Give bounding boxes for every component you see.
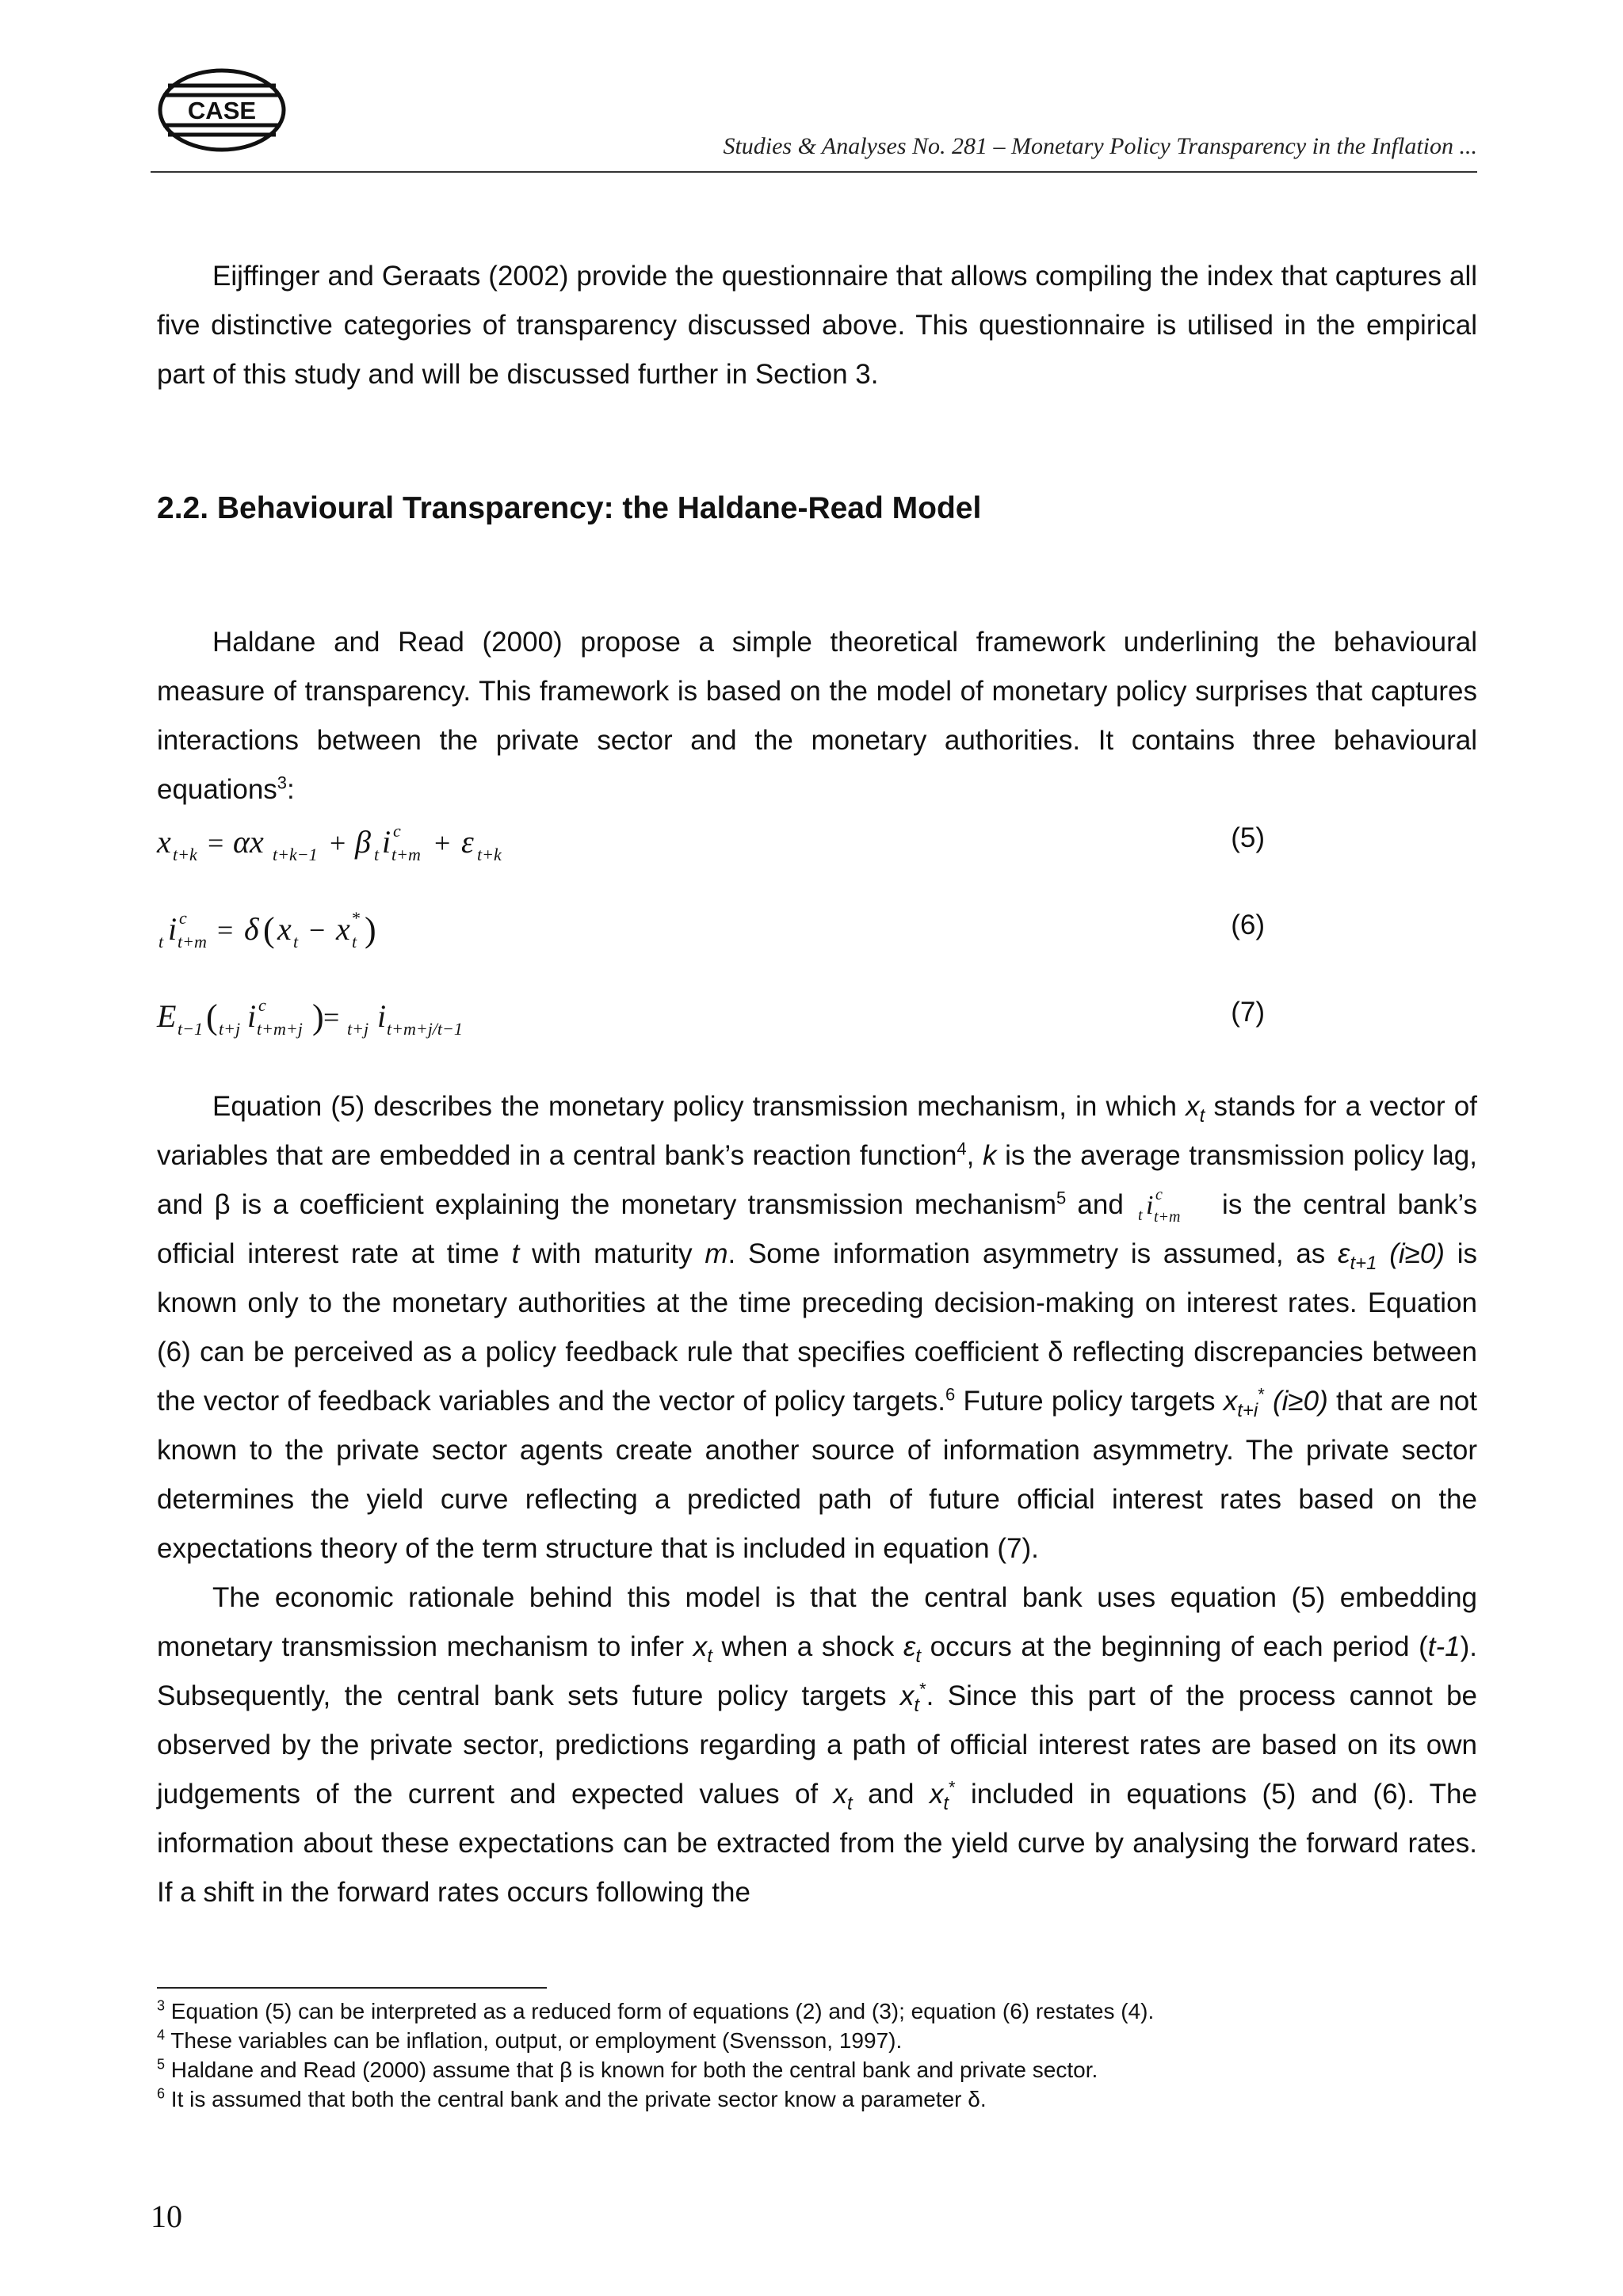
svg-text:=: = — [208, 827, 224, 859]
equation-5 — [157, 816, 1265, 871]
equation-number: (6) — [1231, 910, 1265, 940]
header-divider — [151, 171, 1477, 173]
section-heading: 2.2. Behavioural Transparency: the Haldane-Read Model — [157, 491, 982, 525]
equation-5-formula — [157, 816, 601, 871]
svg-text:*: * — [352, 908, 361, 928]
paragraph-text: : — [287, 774, 295, 805]
svg-text:+: + — [330, 827, 346, 859]
body-text-equations — [157, 1082, 1477, 1917]
svg-text:t+j: t+j — [347, 1019, 369, 1039]
svg-text:−: − — [309, 914, 326, 946]
svg-text:t+m: t+m — [391, 845, 421, 864]
svg-text:): ) — [365, 910, 376, 949]
footnote-divider — [157, 1987, 547, 1989]
equation-6 — [157, 903, 1265, 959]
footnote: $^6$ It is assumed that both the central bank and the private sector know a parameter δ. — [157, 2085, 987, 2111]
svg-text:=: = — [323, 1001, 340, 1033]
svg-text:δ: δ — [244, 911, 259, 947]
page-number: 10 — [151, 2199, 182, 2234]
footnote: $^3$ Equation (5) can be interpreted as a reduced form of equations (2) and (3); equation (6) restates (4). — [157, 1997, 1155, 2023]
paragraph-haldane-read — [157, 618, 1477, 814]
svg-text:(: ( — [206, 997, 218, 1036]
equation-6-formula — [157, 903, 601, 959]
svg-text:i: i — [382, 824, 391, 860]
svg-text:x: x — [336, 911, 350, 947]
svg-text:=: = — [217, 914, 234, 946]
svg-text:c: c — [393, 821, 401, 841]
svg-text:t: t — [293, 932, 299, 952]
svg-text:i: i — [247, 998, 257, 1034]
svg-text:t+k−1: t+k−1 — [273, 845, 318, 864]
svg-text:E: E — [157, 998, 177, 1034]
logo-text: CASE — [187, 97, 257, 124]
footnote: $^4$ These variables can be inflation, output, or employment (Svensson, 1997). — [157, 2027, 903, 2053]
svg-text:t−1: t−1 — [178, 1019, 203, 1039]
paragraph-intro — [157, 252, 1477, 399]
equation-number: (5) — [1231, 822, 1265, 853]
svg-text:t: t — [1137, 1206, 1143, 1224]
svg-text:i: i — [377, 998, 387, 1034]
footnotes — [157, 1997, 1477, 2114]
svg-text:c: c — [1155, 1186, 1163, 1203]
svg-text:αx: αx — [233, 824, 264, 860]
footnote-ref: 3 — [277, 772, 288, 793]
svg-text:(: ( — [263, 910, 275, 949]
svg-text:x: x — [277, 911, 292, 947]
footnote: $^5$ Haldane and Read (2000) assume that β is known for both the central bank and private sector. — [157, 2056, 1098, 2082]
svg-text:t+m: t+m — [1153, 1207, 1181, 1226]
svg-text:ε: ε — [461, 824, 474, 860]
svg-text:c: c — [179, 908, 187, 928]
equation-7-formula — [157, 990, 601, 1046]
svg-text:β: β — [355, 824, 371, 860]
svg-text:t+k: t+k — [173, 845, 197, 864]
svg-text:x: x — [157, 824, 171, 860]
svg-text:t+j: t+j — [219, 1019, 241, 1039]
svg-text:i: i — [1145, 1190, 1154, 1220]
case-logo — [157, 67, 287, 154]
footnote-ref: 4 — [957, 1138, 967, 1159]
svg-text:): ) — [312, 997, 324, 1036]
equation-7 — [157, 990, 1265, 1046]
svg-text:+: + — [434, 827, 451, 859]
svg-text:t: t — [374, 845, 380, 864]
svg-text:t: t — [352, 932, 357, 952]
footnote-ref: 5 — [1056, 1188, 1067, 1208]
footnote-ref: 6 — [945, 1384, 956, 1405]
paragraph-text: Eijffinger and Geraats (2002) provide the questionnaire that allows compiling the index that captures all five distinctive categories of transparency discussed above. This questionnaire is utilised in the empirical part of this study and will be discussed further in Section 3. — [157, 261, 1477, 390]
equation-number: (7) — [1231, 997, 1265, 1028]
svg-text:t+m+j/t−1: t+m+j/t−1 — [387, 1019, 463, 1039]
running-header-title: Studies & Analyses No. 281 – Monetary Policy Transparency in the Inflation ... — [723, 133, 1477, 159]
svg-text:t+k: t+k — [477, 845, 502, 864]
inline-interest-rate-symbol — [1135, 1187, 1211, 1226]
svg-text:i: i — [168, 911, 178, 947]
paragraph-economic-rationale: The economic rationale behind this model is that the central bank uses equation (5) embedding monetary transmission mechanism to infer $x_t$ when a shock $\varepsilon_t$ occurs at the beginning of each period (t-1). Subsequently, the central bank sets future policy targets $x_t^*$. Since this part of the process cannot be observed by the private sector, predictions regarding a path of official interest rates are based on its own judgements of the current and expected values of $x_t$ and $x_t^*$ included in equations (5) and (6). The information about these expectations can be extracted from the yield curve by analysing the forward rates. If a shift in the forward rates occurs following the — [157, 1582, 1477, 1908]
svg-text:c: c — [258, 995, 266, 1015]
svg-text:t+m: t+m — [178, 932, 207, 952]
paragraph-text: Haldane and Read (2000) propose a simple theoretical framework underlining the behavioural measure of transparency. This framework is based on the model of monetary policy surprises that captures interactions between the private sector and the monetary authorities. It contains three behavioural equations — [157, 627, 1477, 805]
svg-text:t+m+j: t+m+j — [257, 1019, 303, 1039]
paragraph-equation-explanation: Equation (5) describes the monetary policy transmission mechanism, in which $x_t$ stands for a vector of variables that are embedded in a central bank’s reaction function$^4$, k is the average transmission policy lag, and β is a coefficient explaining the monetary transmission mechanism$^5$ and t i c t+m is the central bank’s official interest rate at time t with maturity m. Some information asymmetry is assumed, as $\varepsilon_{t+1}$ (i≥0) is known only to the monetary authorities at the time preceding decision-making on interest rates. Equation (6) can be perceived as a policy feedback rule that specifies coefficient δ reflecting discrepancies between the vector of feedback variables and the vector of policy targets.$^6$ Future policy targets $x_{t+i}^*$ (i≥0) that are not known to the private sector agents create another source of information asymmetry. The private sector determines the yield curve reflecting a predicted path of future official interest rates based on the expectations theory of the term structure that is included in equation (7). — [157, 1091, 1477, 1564]
svg-text:t: t — [158, 932, 164, 952]
